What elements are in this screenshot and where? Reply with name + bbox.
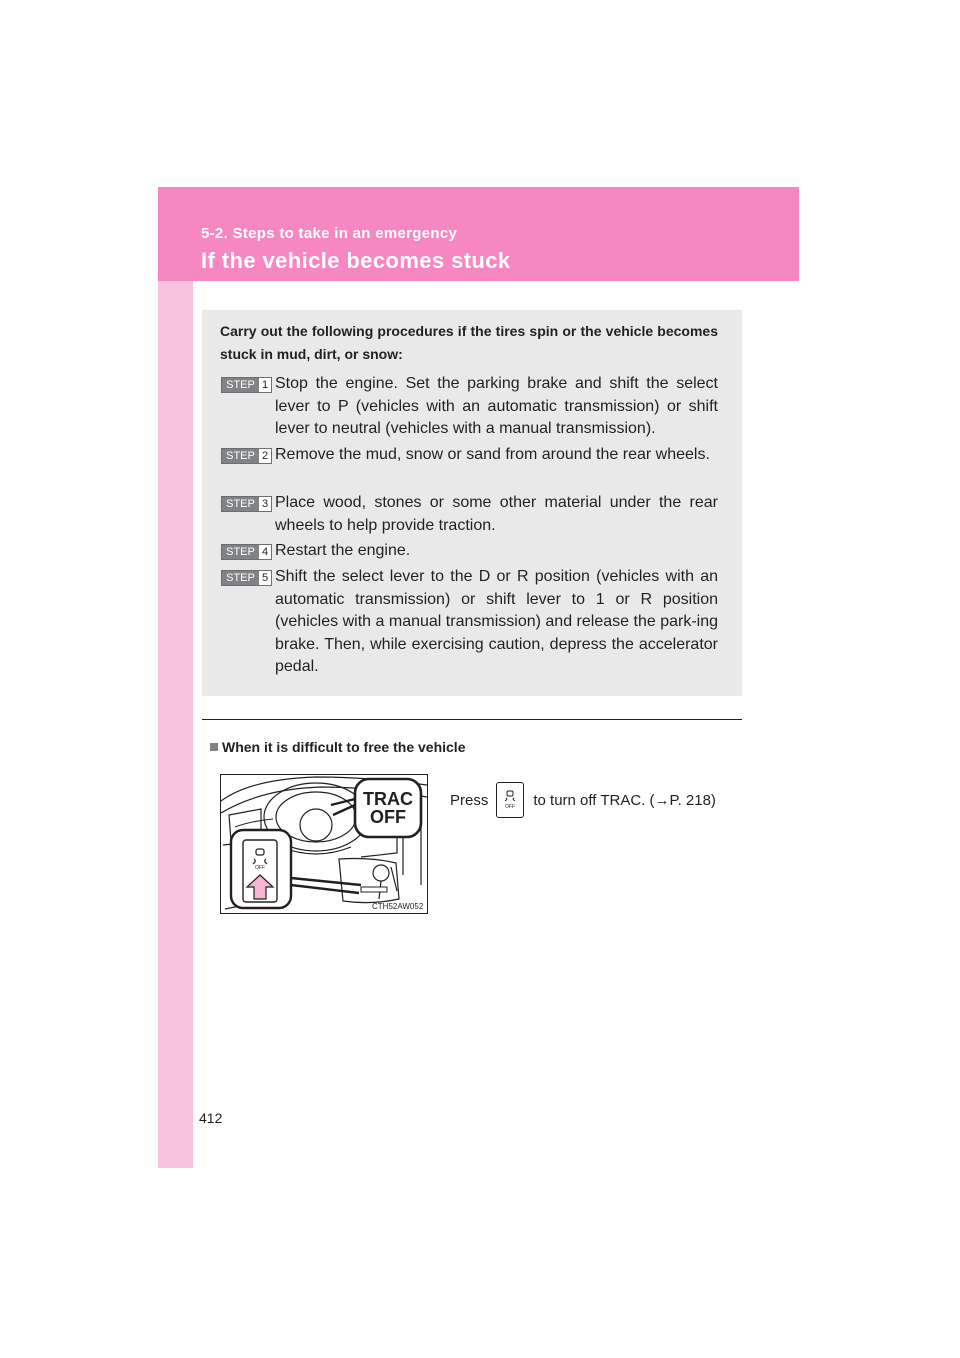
dashboard-drawing [221,775,427,913]
bullet-square-icon [210,743,218,751]
step-5 [220,566,718,679]
step-badge: STEP 3 [221,496,272,512]
page-number: 412 [199,1110,223,1126]
press-instruction: Press OFF to turn off TRAC. (→P. 218) [450,782,716,818]
page-title: If the vehicle becomes stuck [201,248,511,273]
note-heading: When it is difficult to free the vehicle [210,739,465,755]
step-3 [220,492,718,537]
intro-text: Carry out the following procedures if the tires spin or the vehicle becomes stuck in mud, dirt, or snow: [220,323,718,362]
step-text: Stop the engine. Set the parking brake and shift the select lever to P (vehicles with an automatic transmission) or shift lever to neutral (vehicles with a manual transmission). [275,375,718,437]
step-4 [220,540,718,563]
step-badge: STEP 2 [221,448,272,464]
dashboard-illustration [220,774,428,914]
step-badge: STEP 4 [221,544,272,560]
trac-off-icon-label: OFF [505,804,516,810]
callout-off: OFF [370,807,406,827]
side-strip [158,187,193,1168]
step-text: Place wood, stones or some other material under the rear wheels to help provide traction. [275,494,718,534]
icon-off-label: OFF [255,865,265,871]
step-1 [220,373,718,441]
step-2 [220,444,718,467]
step-text: Shift the select lever to the D or R position (vehicles with an automatic transmission) or shift lever to 1 or R position (vehicles with a manual transmission) and release the park-ing brake. Then, while exercising caution, depress the accelerator pedal. [275,568,718,675]
step-badge: STEP 1 [221,377,272,393]
callout-trac: TRAC [363,789,413,809]
step-text: Remove the mud, snow or sand from around the rear wheels. [275,446,710,463]
section-label: 5-2. Steps to take in an emergency [201,225,458,242]
trac-off-icon [502,789,518,811]
step-badge: STEP 5 [221,570,272,586]
divider [202,719,742,720]
illustration-code: CTH52AW052 [372,902,424,911]
step-text: Restart the engine. [275,542,411,559]
trac-off-button-icon [496,782,524,818]
